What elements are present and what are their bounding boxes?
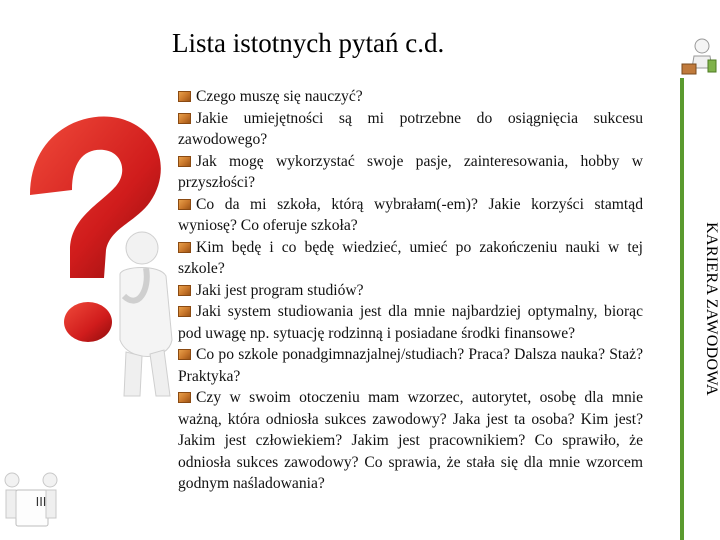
question-text: Czy w swoim otoczeniu mam wzorzec, autorytet, osobę dla mnie ważną, która odniosła sukces zawodowy? Jaka jest ta osoba? Kim jest? Jakim jest człowiekiem? Jakim jest pracownikiem? Co sprawiło, że odniosła sukces zawodowy? Co sprawia, że stała się dla mnie wzorcem godnym naśladowania? — [178, 389, 643, 492]
list-item — [178, 280, 643, 302]
question-text: Co po szkole ponadgimnazjalnej/studiach? Praca? Dalsza nauka? Staż? Praktyka? — [178, 346, 643, 385]
sidebar-label: KARIERA ZAWODOWA — [703, 222, 720, 396]
question-mark-dot — [64, 302, 112, 342]
square-bullet-icon — [178, 349, 191, 360]
question-text: Czego muszę się nauczyć? — [196, 88, 363, 105]
thinking-person-figure — [120, 232, 172, 396]
questions-list — [178, 86, 643, 495]
square-bullet-icon — [178, 156, 191, 167]
square-bullet-icon — [178, 199, 191, 210]
list-item — [178, 151, 643, 194]
list-item — [178, 344, 643, 387]
square-bullet-icon — [178, 285, 191, 296]
question-text: Jaki jest program studiów? — [196, 281, 364, 299]
person-at-desk-icon — [678, 34, 720, 78]
question-text: Jakie umiejętności są mi potrzebne do osiągnięcia sukcesu zawodowego? — [178, 109, 643, 148]
square-bullet-icon — [178, 392, 191, 403]
slide-title: Lista istotnych pytań c.d. — [172, 28, 445, 58]
question-text: Jaki system studiowania jest dla mnie najbardziej optymalny, biorąc pod uwagę np. sytuację rodzinną i posiadane środki finansowe? — [178, 303, 643, 342]
list-item — [178, 301, 643, 344]
question-text: Kim będę i co będę wiedzieć, umieć po zakończeniu nauki w tej szkole? — [178, 238, 643, 277]
square-bullet-icon — [178, 113, 191, 124]
square-bullet-icon — [178, 91, 191, 102]
list-item — [178, 387, 643, 495]
list-item — [178, 237, 643, 280]
question-text: Co da mi szkoła, którą wybrałam(-em)? Jakie korzyści stamtąd wyniosę? Co oferuje szkoła? — [178, 195, 643, 234]
list-item — [178, 108, 643, 151]
square-bullet-icon — [178, 306, 191, 317]
question-text: Jak mogę wykorzystać swoje pasje, zainteresowania, hobby w przyszłości? — [178, 152, 643, 191]
right-sidebar — [680, 78, 720, 540]
question-mark-illustration — [0, 100, 200, 400]
list-item — [178, 194, 643, 237]
slide-number: III — [35, 494, 47, 509]
list-item — [178, 86, 643, 108]
square-bullet-icon — [178, 242, 191, 253]
